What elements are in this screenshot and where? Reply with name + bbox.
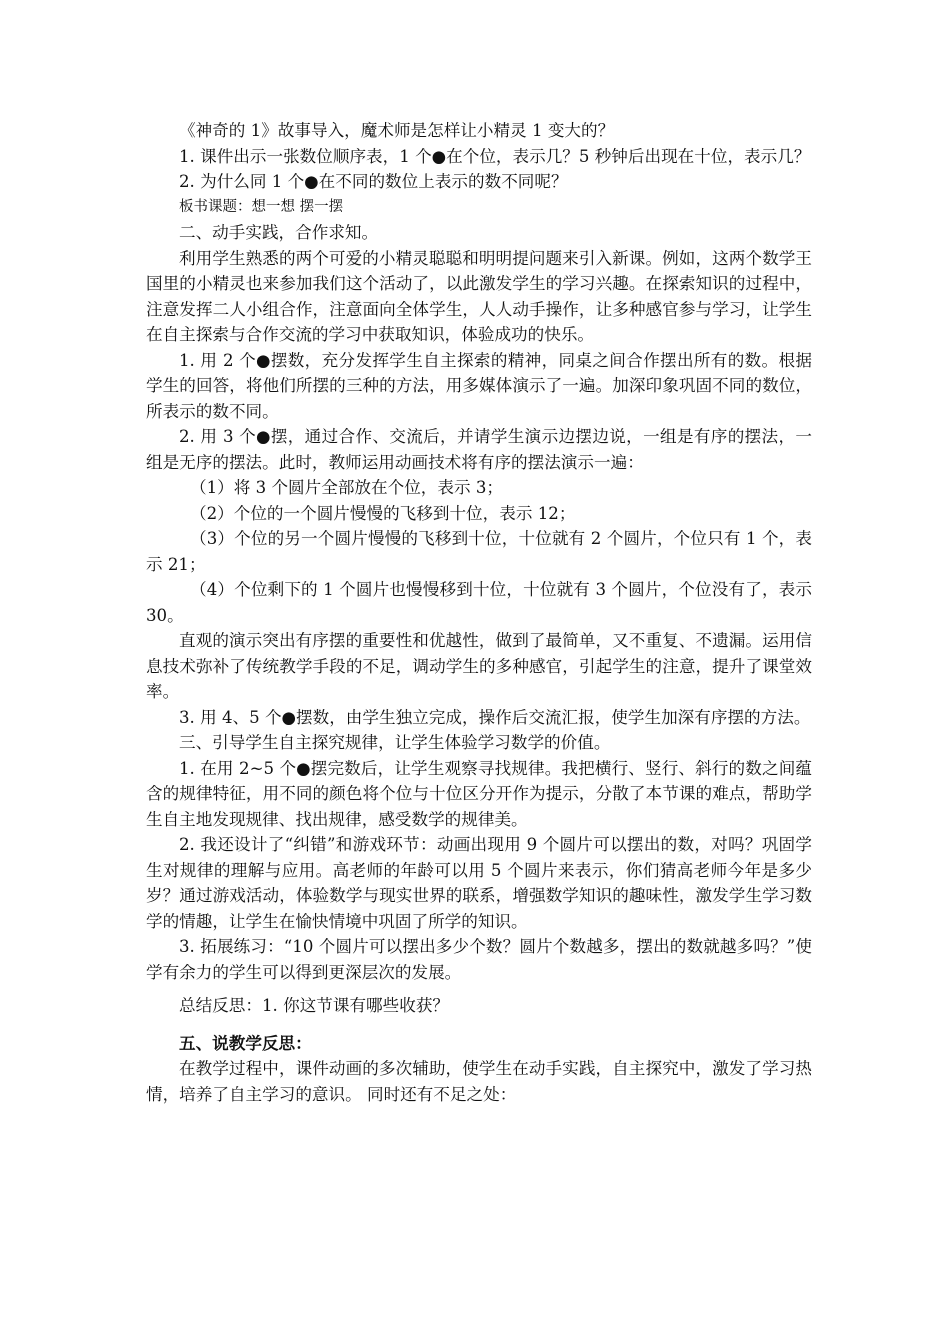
section-3-item-2: 2. 我还设计了“纠错”和游戏环节：动画出现用 9 个圆片可以摆出的数，对吗？巩固学生对规律的理解与应用。高老师的年龄可以用 5 个圆片来表示，你们猜高老师今年是多少岁？通过游戏活动，体验数学与现实世界的联系，增强数学知识的趣味性，激发学生学习数学的情趣，让学生在愉快情境中巩固了所学的知识。 — [146, 835, 812, 931]
summary-reflection: 总结反思：1. 你这节课有哪些收获？ — [179, 996, 450, 1015]
document-page — [146, 118, 812, 1107]
section-3-heading: 三、引导学生自主探究规律，让学生体验学习数学的价值。 — [179, 733, 611, 752]
intro-paragraph: 《神奇的 1》故事导入，魔术师是怎样让小精灵 1 变大的？ — [179, 121, 615, 140]
demo-summary: 直观的演示突出有序摆的重要性和优越性，做到了最简单，又不重复、不遗漏。运用信息技术弥补了传统教学手段的不足，调动学生的多种感官，引起学生的注意，提升了课堂效率。 — [146, 631, 812, 701]
intro-item-1: 1. 课件出示一张数位顺序表，1 个●在个位，表示几？5 秒钟后出现在十位，表示几？ — [179, 146, 811, 166]
step-1: （1）将 3 个圆片全部放在个位，表示 3； — [190, 478, 503, 497]
section-5-heading: 五、说教学反思： — [179, 1032, 312, 1053]
section-2-item-3: 3. 用 4、5 个●摆数，由学生独立完成，操作后交流汇报，使学生加深有序摆的方法。 — [179, 707, 811, 727]
step-4: （4）个位剩下的 1 个圆片也慢慢移到十位，十位就有 3 个圆片，个位没有了，表示 30。 — [146, 580, 812, 625]
board-title: 板书课题：想一想 摆一摆 — [179, 198, 344, 215]
section-2-item-2: 2. 用 3 个●摆，通过合作、交流后，并请学生演示边摆边说，一组是有序的摆法，一组是无序的摆法。此时，教师运用动画技术将有序的摆法演示一遍： — [146, 427, 812, 472]
section-3-item-1: 1. 在用 2~5 个●摆完数后，让学生观察寻找规律。我把横行、竖行、斜行的数之间蕴含的规律特征，用不同的颜色将个位与十位区分开作为提示，分散了本节课的难点，帮助学生自主地发现规律、找出规律，感受数学的规律美。 — [146, 758, 812, 829]
step-2: （2）个位的一个圆片慢慢的飞移到十位，表示 12； — [190, 503, 576, 523]
intro-item-2: 2. 为什么同 1 个●在不同的数位上表示的数不同呢？ — [179, 172, 568, 191]
section-2-intro: 利用学生熟悉的两个可爱的小精灵聪聪和明明提问题来引入新课。例如，这两个数学王国里的小精灵也来参加我们这个活动了，以此激发学生的学习兴趣。在探索知识的过程中，注意发挥二人小组合作，注意面向全体学生，人人动手操作，让多种感官参与学习，让学生在自主探索与合作交流的学习中获取知识，体验成功的快乐。 — [146, 248, 812, 344]
section-2-heading: 二、动手实践，合作求知。 — [179, 223, 379, 242]
section-3-item-3: 3. 拓展练习：“10 个圆片可以摆出多少个数？圆片个数越多，摆出的数就越多吗？”使学有余力的学生可以得到更深层次的发展。 — [146, 937, 812, 982]
step-3: （3）个位的另一个圆片慢慢的飞移到十位，十位就有 2 个圆片，个位只有 1 个，表示 21； — [146, 529, 812, 574]
section-5-paragraph: 在教学过程中，课件动画的多次辅助，使学生在动手实践，自主探究中，激发了学习热情，培养了自主学习的意识。 同时还有不足之处： — [146, 1059, 812, 1104]
section-2-item-1: 1. 用 2 个●摆数，充分发挥学生自主探索的精神，同桌之间合作摆出所有的数。根据学生的回答，将他们所摆的三种的方法，用多媒体演示了一遍。加深印象巩固不同的数位，所表示的数不同。 — [146, 350, 812, 421]
